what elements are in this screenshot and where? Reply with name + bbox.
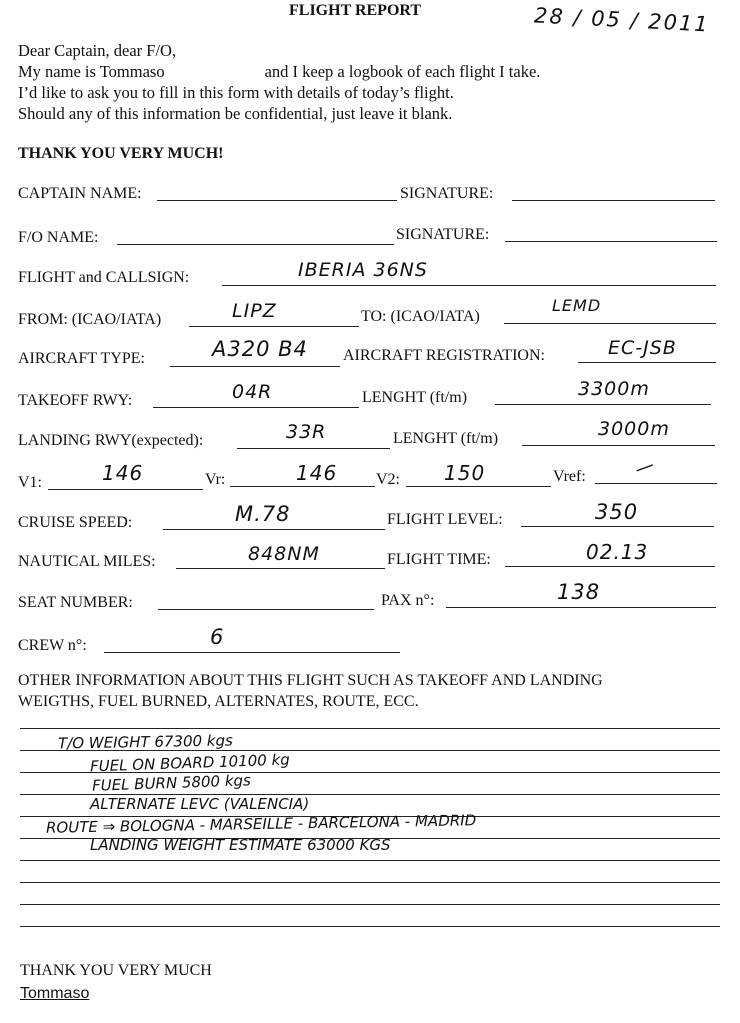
landing-length-value: 3000m bbox=[598, 418, 670, 440]
aircraft-type-value: A320 B4 bbox=[212, 337, 308, 361]
notes-line[interactable] bbox=[20, 904, 720, 905]
captain-signature-field[interactable] bbox=[512, 200, 715, 201]
nautical-miles-value: 848NM bbox=[248, 543, 320, 565]
takeoff-length-field[interactable] bbox=[495, 404, 711, 405]
notes-line[interactable] bbox=[20, 882, 720, 883]
pax-field[interactable] bbox=[446, 607, 716, 608]
intro-line-1: Dear Captain, dear F/O, bbox=[18, 41, 177, 60]
captain-signature-label: SIGNATURE: bbox=[400, 185, 494, 202]
crew-field[interactable] bbox=[104, 652, 400, 653]
crew-value: 6 bbox=[210, 625, 225, 649]
aircraft-registration-label: AIRCRAFT REGISTRATION: bbox=[343, 347, 545, 364]
note-line-5: ROUTE ⇒ BOLOGNA - MARSEILLE - BARCELONA - MADRID bbox=[45, 811, 477, 837]
flight-time-value: 02.13 bbox=[586, 540, 649, 564]
closing-text: THANK YOU VERY MUCH bbox=[20, 962, 212, 979]
flight-level-field[interactable] bbox=[521, 526, 714, 527]
v2-field[interactable] bbox=[406, 486, 551, 487]
landing-length-label: LENGHT (ft/m) bbox=[393, 430, 499, 447]
vr-value: 146 bbox=[296, 461, 338, 485]
notes-line[interactable] bbox=[20, 860, 720, 861]
intro-line-3: I’d like to ask you to fill in this form with details of today’s flight. bbox=[18, 83, 454, 102]
fo-name-field[interactable] bbox=[117, 244, 394, 245]
notes-line[interactable] bbox=[20, 926, 720, 927]
landing-rwy-label: LANDING RWY(expected): bbox=[18, 432, 204, 449]
flight-time-label: FLIGHT TIME: bbox=[387, 551, 491, 568]
note-line-2: FUEL ON BOARD 10100 kg bbox=[89, 750, 291, 776]
v1-value: 146 bbox=[102, 461, 144, 485]
other-info-line-1: OTHER INFORMATION ABOUT THIS FLIGHT SUCH AS TAKEOFF AND LANDING bbox=[18, 672, 603, 689]
takeoff-rwy-field[interactable] bbox=[153, 407, 359, 408]
intro-line-2b: and I keep a logbook of each flight I take. bbox=[264, 62, 541, 81]
from-field[interactable] bbox=[189, 326, 359, 327]
vref-field[interactable] bbox=[595, 483, 717, 484]
fo-signature-field[interactable] bbox=[505, 241, 717, 242]
seat-number-label: SEAT NUMBER: bbox=[18, 594, 133, 611]
intro-text bbox=[18, 40, 540, 124]
takeoff-rwy-label: TAKEOFF RWY: bbox=[18, 392, 133, 409]
cruise-speed-label: CRUISE SPEED: bbox=[18, 514, 133, 531]
handwritten-date: 28 / 05 / 2011 bbox=[533, 3, 711, 37]
aircraft-type-label: AIRCRAFT TYPE: bbox=[18, 350, 145, 367]
fo-name-label: F/O NAME: bbox=[18, 229, 99, 246]
note-line-6: LANDING WEIGHT ESTIMATE 63000 KGS bbox=[90, 836, 391, 854]
captain-name-field[interactable] bbox=[157, 200, 397, 201]
vr-label: Vr: bbox=[205, 471, 226, 488]
from-label: FROM: (ICAO/IATA) bbox=[18, 311, 162, 328]
flight-level-label: FLIGHT LEVEL: bbox=[387, 511, 503, 528]
cruise-speed-value: M.78 bbox=[235, 502, 291, 526]
cruise-speed-field[interactable] bbox=[163, 529, 385, 530]
form-title: FLIGHT REPORT bbox=[289, 2, 422, 19]
vref-label: Vref: bbox=[553, 468, 586, 485]
flight-callsign-label: FLIGHT and CALLSIGN: bbox=[18, 269, 190, 286]
note-line-4: ALTERNATE LEVC (VALENCIA) bbox=[90, 795, 310, 813]
crew-label: CREW n°: bbox=[18, 637, 87, 654]
landing-rwy-value: 33R bbox=[286, 421, 327, 443]
intro-line-4: Should any of this information be confidential, just leave it blank. bbox=[18, 104, 453, 123]
takeoff-length-label: LENGHT (ft/m) bbox=[362, 389, 468, 406]
v1-field[interactable] bbox=[48, 489, 203, 490]
landing-rwy-field[interactable] bbox=[237, 448, 390, 449]
v2-value: 150 bbox=[444, 461, 486, 485]
aircraft-registration-value: EC-JSB bbox=[608, 337, 677, 359]
from-value: LIPZ bbox=[232, 300, 277, 322]
vref-value: — bbox=[631, 453, 659, 481]
other-info-line-2: WEIGTHS, FUEL BURNED, ALTERNATES, ROUTE, ECC. bbox=[18, 693, 419, 710]
to-field[interactable] bbox=[504, 323, 716, 324]
note-line-3: FUEL BURN 5800 kgs bbox=[91, 771, 252, 795]
flight-callsign-value: IBERIA 36NS bbox=[298, 259, 428, 281]
v1-label: V1: bbox=[18, 474, 42, 491]
nautical-miles-label: NAUTICAL MILES: bbox=[18, 553, 156, 570]
aircraft-registration-field[interactable] bbox=[578, 362, 716, 363]
pax-label: PAX n°: bbox=[381, 592, 435, 609]
nautical-miles-field[interactable] bbox=[176, 568, 385, 569]
thanks-heading: THANK YOU VERY MUCH! bbox=[18, 145, 224, 162]
aircraft-type-field[interactable] bbox=[170, 366, 340, 367]
landing-length-field[interactable] bbox=[522, 445, 715, 446]
to-label: TO: (ICAO/IATA) bbox=[361, 308, 480, 325]
v2-label: V2: bbox=[376, 471, 400, 488]
seat-number-field[interactable] bbox=[158, 609, 374, 610]
flight-level-value: 350 bbox=[595, 500, 639, 524]
to-value: LEMD bbox=[552, 296, 602, 315]
pax-value: 138 bbox=[557, 580, 601, 604]
takeoff-rwy-value: 04R bbox=[232, 381, 273, 403]
signature: Tommaso bbox=[20, 985, 90, 1002]
intro-line-2a: My name is Tommaso bbox=[18, 62, 165, 81]
vr-field[interactable] bbox=[230, 486, 375, 487]
note-line-1: T/O WEIGHT 67300 kgs bbox=[57, 731, 234, 753]
flight-callsign-field[interactable] bbox=[222, 285, 716, 286]
takeoff-length-value: 3300m bbox=[578, 378, 650, 400]
fo-signature-label: SIGNATURE: bbox=[396, 226, 490, 243]
flight-time-field[interactable] bbox=[505, 566, 715, 567]
captain-name-label: CAPTAIN NAME: bbox=[18, 185, 142, 202]
notes-line[interactable] bbox=[20, 728, 720, 729]
